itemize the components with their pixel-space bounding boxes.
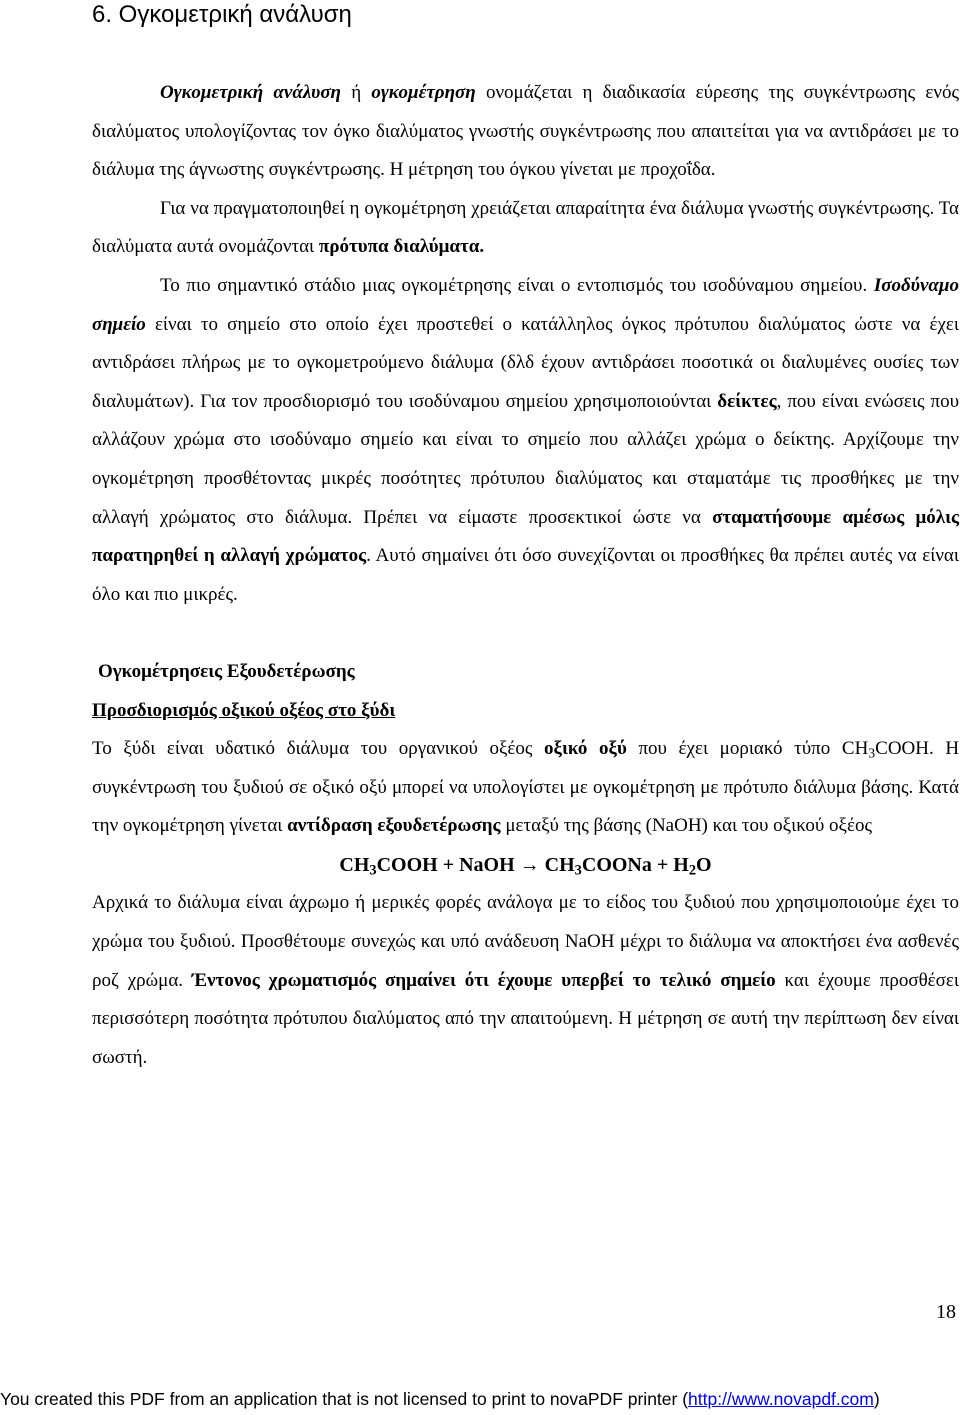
vinegar-paragraph bbox=[92, 730, 959, 846]
arrow-icon: → bbox=[519, 853, 540, 876]
page-title: 6. Ογκομετρική ανάλυση bbox=[92, 1, 352, 28]
eq-right-sub2: 2 bbox=[688, 862, 697, 879]
footer-close: ) bbox=[873, 1389, 880, 1409]
pdf-footer-notice bbox=[0, 1388, 960, 1410]
colour-text-2: και έχουμε προσθέσει περισσότερη ποσότητα πρότυπου διαλύματος από την απαιτούμενη. Η μέτρηση σε αυτή την περίπτωση δεν είναι σωστή. bbox=[92, 969, 959, 1068]
document-body bbox=[92, 74, 959, 1077]
equivalence-text-2: , που είναι ενώσεις που αλλάζουν χρώμα στο ισοδύναμο σημείο και είναι το σημείο που αλλάζει χρώμα ο δείκτης. Αρχίζουμε την ογκομέτρηση προσθέτοντας μικρές ποσότητες πρότυπου διαλύματος και σταματάμε τις προσθήκες με την αλλαγή χρώματος στο διάλυμα. Πρέπει να είμαστε προσεκτικοί ώστε να bbox=[92, 390, 960, 528]
definition-paragraph bbox=[92, 74, 959, 190]
vinegar-text-1: Το ξύδι είναι υδατικό διάλυμα του οργανικού οξέος bbox=[92, 738, 533, 760]
or-word: ή bbox=[351, 82, 362, 103]
equivalence-intro: Το πιο σημαντικό στάδιο μιας ογκομέτρησης είναι ο εντοπισμός του ισοδύναμου σημείου. bbox=[160, 274, 868, 296]
eq-left-ch: CH bbox=[339, 853, 370, 876]
eq-left-sub: 3 bbox=[369, 862, 377, 879]
footer-text: You created this PDF from an application that is not licensed to print to novaPDF printer ( bbox=[0, 1389, 689, 1409]
equivalence-text-1: είναι το σημείο στο οποίο έχει προστεθεί ο κατάλληλος όγκος πρότυπου διαλύματος ώστε να έχει αντιδράσει πλήρως με το ογκομετρούμενο διάλυμα (δλδ έχουν αντιδράσει ποσοτικά οι διαλυμένες ουσίες των διαλυμάτων). Για τον προσδιορισμό του ισοδύναμου σημείου χρησιμοποιούνται bbox=[92, 313, 960, 412]
page-number: 18 bbox=[936, 1301, 956, 1323]
eq-left-rest: COOH + NaOH bbox=[376, 853, 515, 876]
warning-text: Έντονος χρωματισμός σημαίνει ότι έχουμε υπερβεί το τελικό σημείο bbox=[191, 969, 776, 991]
term-standard-solutions: πρότυπα διαλύματα. bbox=[318, 236, 485, 258]
eq-right-sub: 3 bbox=[574, 862, 582, 879]
spacer bbox=[92, 614, 959, 653]
standards-paragraph bbox=[92, 190, 959, 267]
stop-immediately-text: σταματήσουμε αμέσως μόλις παρατηρηθεί η αλλαγή χρώματος bbox=[92, 506, 959, 567]
definition-text: ονομάζεται η διαδικασία εύρεσης της συγκέντρωσης ενός διαλύματος υπολογίζοντας τον όγκο διαλύματος γνωστής συγκέντρωσης που απαιτείται για να αντιδράσει με το διάλυμα της άγνωστης συγκέντρωσης. Η μέτρηση του όγκου γίνεται με προχοΐδα. bbox=[92, 82, 960, 181]
equivalence-paragraph bbox=[92, 267, 959, 614]
novapdf-link[interactable]: http://www.novapdf.com bbox=[688, 1389, 874, 1409]
vinegar-text-3: COOH. Η συγκέντρωση του ξυδιού σε οξικό οξύ μπορεί να υπολογίστει με ογκομέτρηση με πρότυπο διάλυμα βάσης. Κατά την ογκομέτρηση γίνεται bbox=[92, 738, 960, 837]
vinegar-text-2: που έχει μοριακό τύπο bbox=[638, 738, 831, 760]
standards-text: Για να πραγματοποιηθεί η ογκομέτρηση χρειάζεται απαραίτητα ένα διάλυμα γνωστής συγκέντρωσης. Τα διαλύματα αυτά ονομάζονται bbox=[92, 197, 959, 258]
term-neutralization: αντίδραση εξουδετέρωσης bbox=[287, 815, 501, 837]
vinegar-text-4: μεταξύ της βάσης (NaOH) και του οξικού οξέος bbox=[505, 815, 873, 837]
subsection-heading: Προσδιορισμός οξικού οξέος στο ξύδι bbox=[92, 699, 396, 721]
term-volumetric-analysis: Ογκομετρική ανάλυση bbox=[160, 82, 341, 103]
colour-text-1: Αρχικά το διάλυμα είναι άχρωμο ή μερικές φορές ανάλογα με το είδος του ξυδιού που χρησιμοποιούμε έχει το χρώμα του ξυδιού. Προσθέτουμε συνεχώς και υπό ανάδευση NaOH μέχρι το διάλυμα να αποκτήσει ένα ασθενές ροζ χρώμα. bbox=[92, 892, 959, 991]
reaction-equation bbox=[92, 846, 959, 885]
term-titration: ογκομέτρηση bbox=[371, 82, 476, 103]
eq-right-end: O bbox=[696, 853, 712, 876]
term-equivalence-point: Ισοδύναμο σημείο bbox=[92, 274, 959, 335]
eq-right-ch: CH bbox=[544, 853, 575, 876]
section-heading: Ογκομέτρησεις Εξουδετέρωσης bbox=[98, 660, 355, 682]
term-indicators: δείκτες bbox=[717, 390, 777, 412]
formula-subscript: 3 bbox=[868, 745, 876, 761]
term-acetic-acid: οξικό οξύ bbox=[544, 738, 627, 760]
formula-ch: CH bbox=[841, 738, 869, 760]
equivalence-text-3: . Αυτό σημαίνει ότι όσο συνεχίζονται οι προσθήκες θα πρέπει αυτές να είναι όλο και πιο μικρές. bbox=[92, 545, 959, 605]
colour-change-paragraph bbox=[92, 884, 959, 1077]
eq-right-mid: COONa + H bbox=[581, 853, 689, 876]
